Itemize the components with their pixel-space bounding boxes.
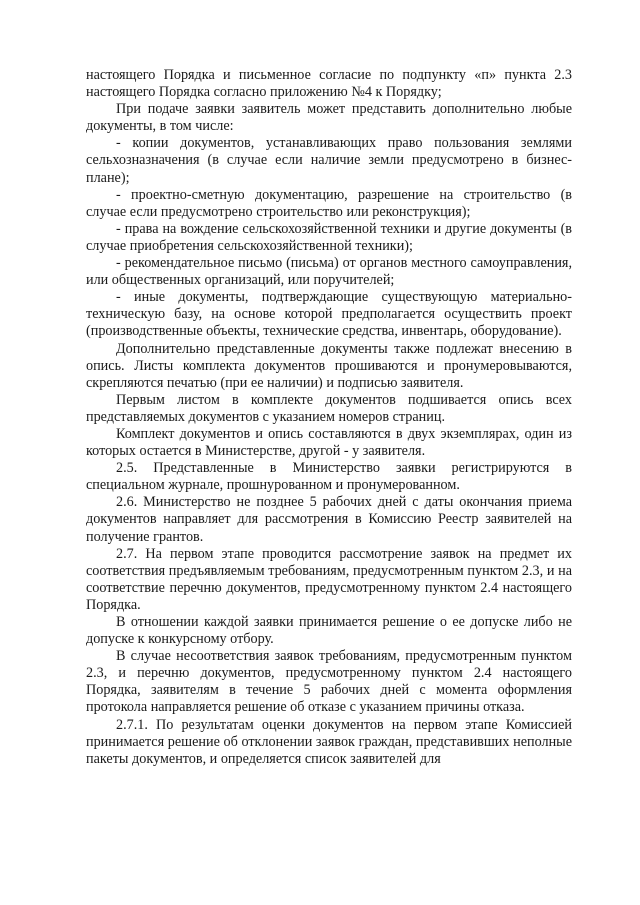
document-body [86,67,572,768]
list-item-land-documents: - копии документов, устанавливающих право пользования землями сельхозназначения (в случае если наличие земли предусмотрено в бизнес-плане); [86,135,572,186]
paragraph-admission-decision: В отношении каждой заявки принимается решение о ее допуске либо не допуске к конкурсному отбору. [86,614,572,648]
clause-2-7-1: 2.7.1. По результатам оценки документов на первом этапе Комиссией принимается решение об отклонении заявок граждан, представивших неполные пакеты документов, и определяется список заявителей для [86,716,572,767]
paragraph-inventory: Дополнительно представленные документы также подлежат внесению в опись. Листы комплекта документов прошиваются и пронумеровываются, скрепляются печатью (при ее наличии) и подписью заявителя. [86,340,572,391]
list-item-driving-license: - права на вождение сельскохозяйственной техники и другие документы (в случае приобретения сельскохозяйственной техники); [86,220,572,254]
paragraph-two-copies: Комплект документов и опись составляются в двух экземплярах, один из которых остается в Министерстве, другой - у заявителя. [86,425,572,460]
list-item-design-documentation: - проектно-сметную документацию, разрешение на строительство (в случае если предусмотрено строительство или реконструкция); [86,186,572,220]
paragraph-non-compliance: В случае несоответствия заявок требованиям, предусмотренным пунктом 2.3, и перечню документов, предусмотренному пунктом 2.4 настоящего Порядка, заявителям в течение 5 рабочих дней с момента оформления протокола направляется решение об отказе с указанием причины отказа. [86,648,572,716]
paragraph-additional-documents: При подаче заявки заявитель может представить дополнительно любые документы, в том числе: [86,101,572,135]
list-item-other-documents: - иные документы, подтверждающие существующую материально-техническую базу, на основе которой предполагается осуществить проект (производственные объекты, технические средства, инвентарь, оборудование). [86,289,572,340]
clause-2-7: 2.7. На первом этапе проводится рассмотрение заявок на предмет их соответствия предъявляемым требованиям, предусмотренным пунктом 2.3, и на соответствие перечню документов, предусмотренному пунктом 2.4 настоящего Порядка. [86,545,572,613]
paragraph-first-sheet: Первым листом в комплекте документов подшивается опись всех представляемых документов с указанием номеров страниц. [86,391,572,425]
paragraph-continuation: настоящего Порядка и письменное согласие по подпункту «п» пункта 2.3 настоящего Порядка согласно приложению №4 к Порядку; [86,67,572,101]
list-item-recommendation-letter: - рекомендательное письмо (письма) от органов местного самоуправления, или общественных организаций, или поручителей; [86,255,572,289]
clause-2-5: 2.5. Представленные в Министерство заявки регистрируются в специальном журнале, прошнурованном и пронумерованном. [86,460,572,494]
clause-2-6: 2.6. Министерство не позднее 5 рабочих дней с даты окончания приема документов направляет для рассмотрения в Комиссию Реестр заявителей на получение грантов. [86,494,572,545]
